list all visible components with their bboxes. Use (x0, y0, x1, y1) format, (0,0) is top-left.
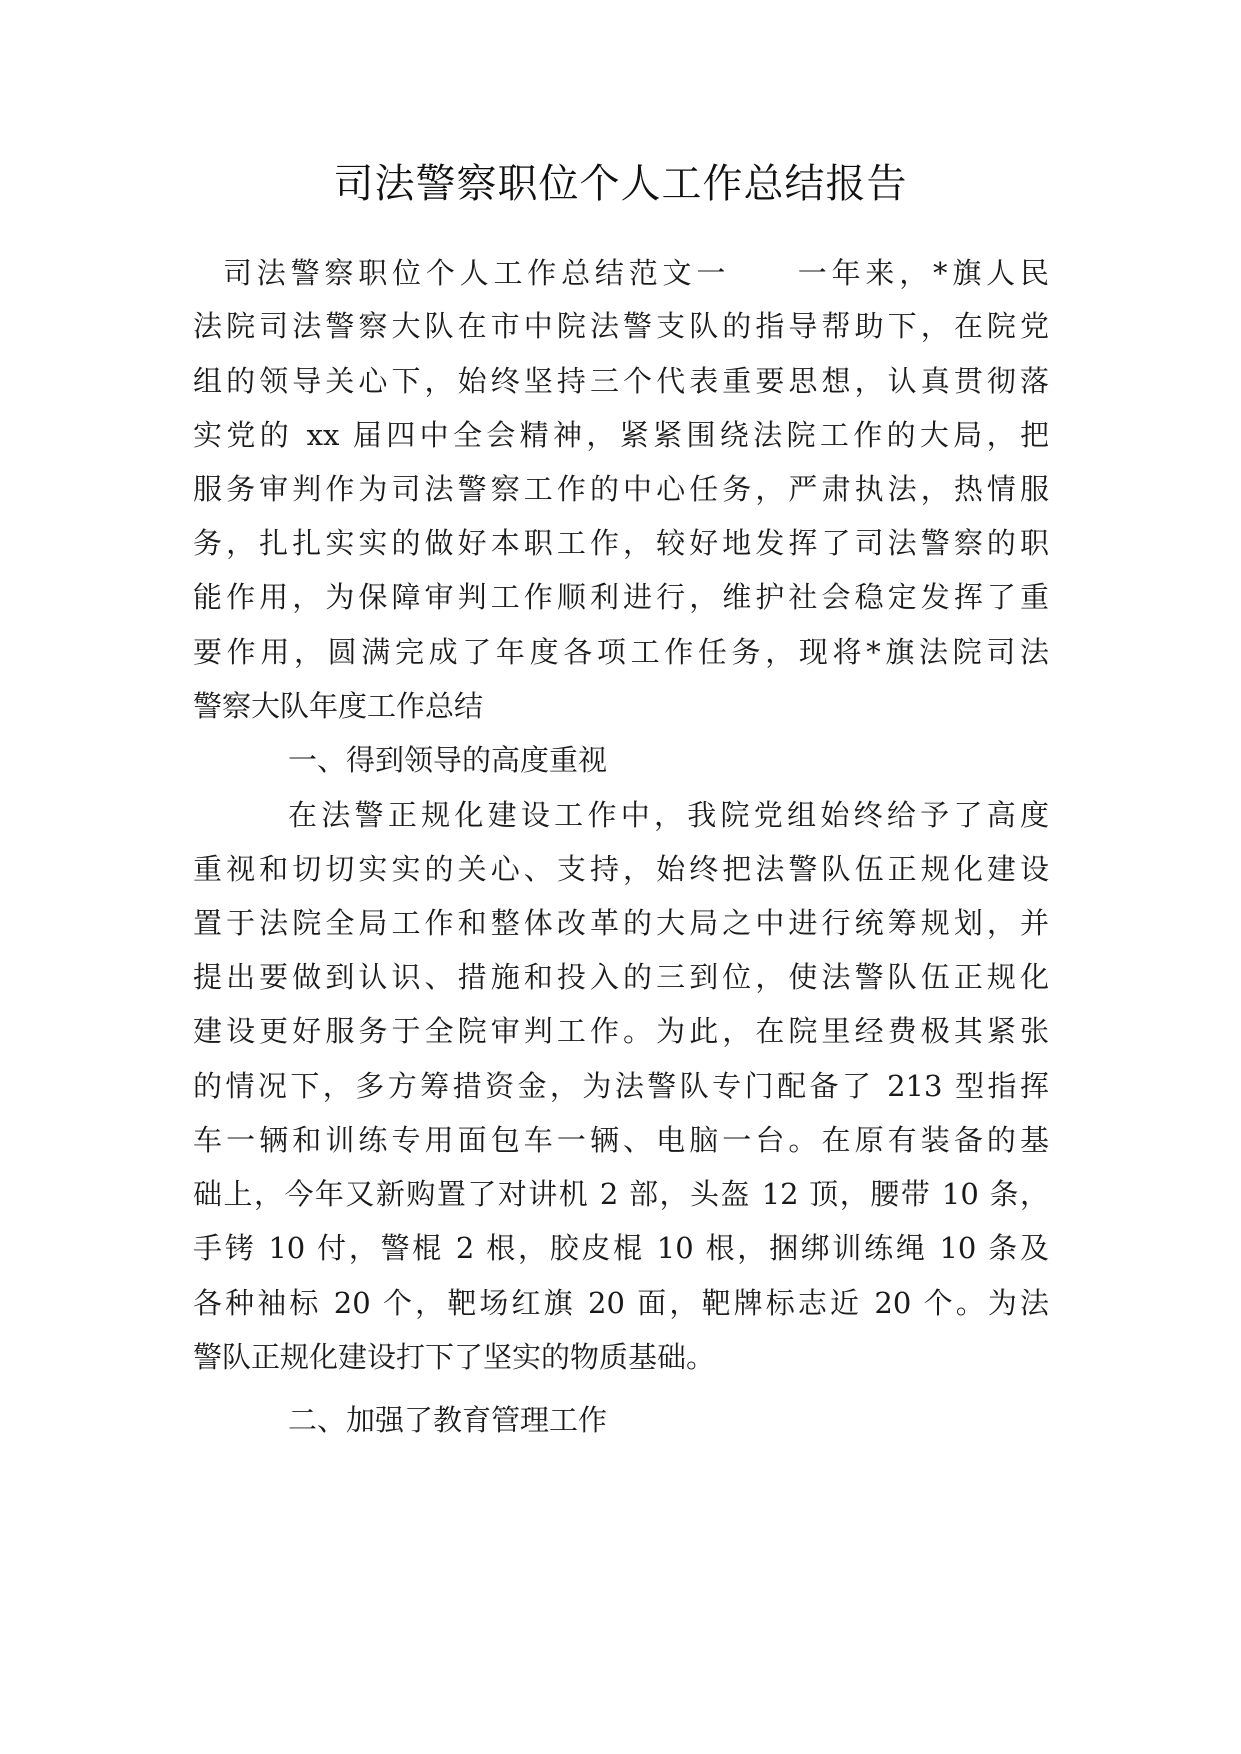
paragraph-line: 组的领导关心下，始终坚持三个代表重要思想，认真贯彻落 (193, 364, 1049, 398)
paragraph-line: 手铐 10 付，警棍 2 根，胶皮棍 10 根，捆绑训练绳 10 条及 (193, 1231, 1049, 1265)
paragraph-line: 法院司法警察大队在市中院法警支队的指导帮助下，在院党 (193, 309, 1049, 343)
paragraph-line: 各种袖标 20 个，靶场红旗 20 面，靶牌标志近 20 个。为法 (193, 1286, 1049, 1320)
paragraph-line: 服务审判作为司法警察工作的中心任务，严肃执法，热情服 (193, 472, 1049, 506)
paragraph-line: 务，扎扎实实的做好本职工作，较好地发挥了司法警察的职 (193, 526, 1049, 560)
paragraph-line: 实党的 xx 届四中全会精神，紧紧围绕法院工作的大局，把 (193, 418, 1049, 452)
paragraph-line: 建设更好服务于全院审判工作。为此，在院里经费极其紧张 (193, 1014, 1049, 1048)
paragraph-line: 础上，今年又新购置了对讲机 2 部，头盔 12 顶，腰带 10 条， (193, 1177, 1049, 1211)
paragraph-line: 警队正规化建设打下了坚实的物质基础。 (193, 1340, 716, 1374)
paragraph-line: 能作用，为保障审判工作顺利进行，维护社会稳定发挥了重 (193, 580, 1049, 614)
paragraph-line: 司法警察职位个人工作总结范文一 一年来，*旗人民 (223, 256, 1049, 290)
document-title: 司法警察职位个人工作总结报告 (333, 161, 908, 207)
paragraph-line: 车一辆和训练专用面包车一辆、电脑一台。在原有装备的基 (193, 1123, 1049, 1157)
paragraph-line: 提出要做到认识、措施和投入的三到位，使法警队伍正规化 (193, 960, 1049, 994)
paragraph-line: 重视和切切实实的关心、支持，始终把法警队伍正规化建设 (193, 852, 1049, 886)
paragraph-line: 在法警正规化建设工作中，我院党组始终给予了高度 (288, 798, 1049, 832)
paragraph-line: 警察大队年度工作总结 (193, 689, 484, 723)
paragraph-line: 的情况下，多方筹措资金，为法警队专门配备了 213 型指挥 (193, 1069, 1049, 1103)
section-heading: 二、加强了教育管理工作 (288, 1403, 608, 1437)
paragraph-line: 置于法院全局工作和整体改革的大局之中进行统筹规划，并 (193, 906, 1049, 940)
paragraph-line: 要作用，圆满完成了年度各项工作任务，现将*旗法院司法 (193, 635, 1049, 669)
section-heading: 一、得到领导的高度重视 (288, 743, 608, 777)
